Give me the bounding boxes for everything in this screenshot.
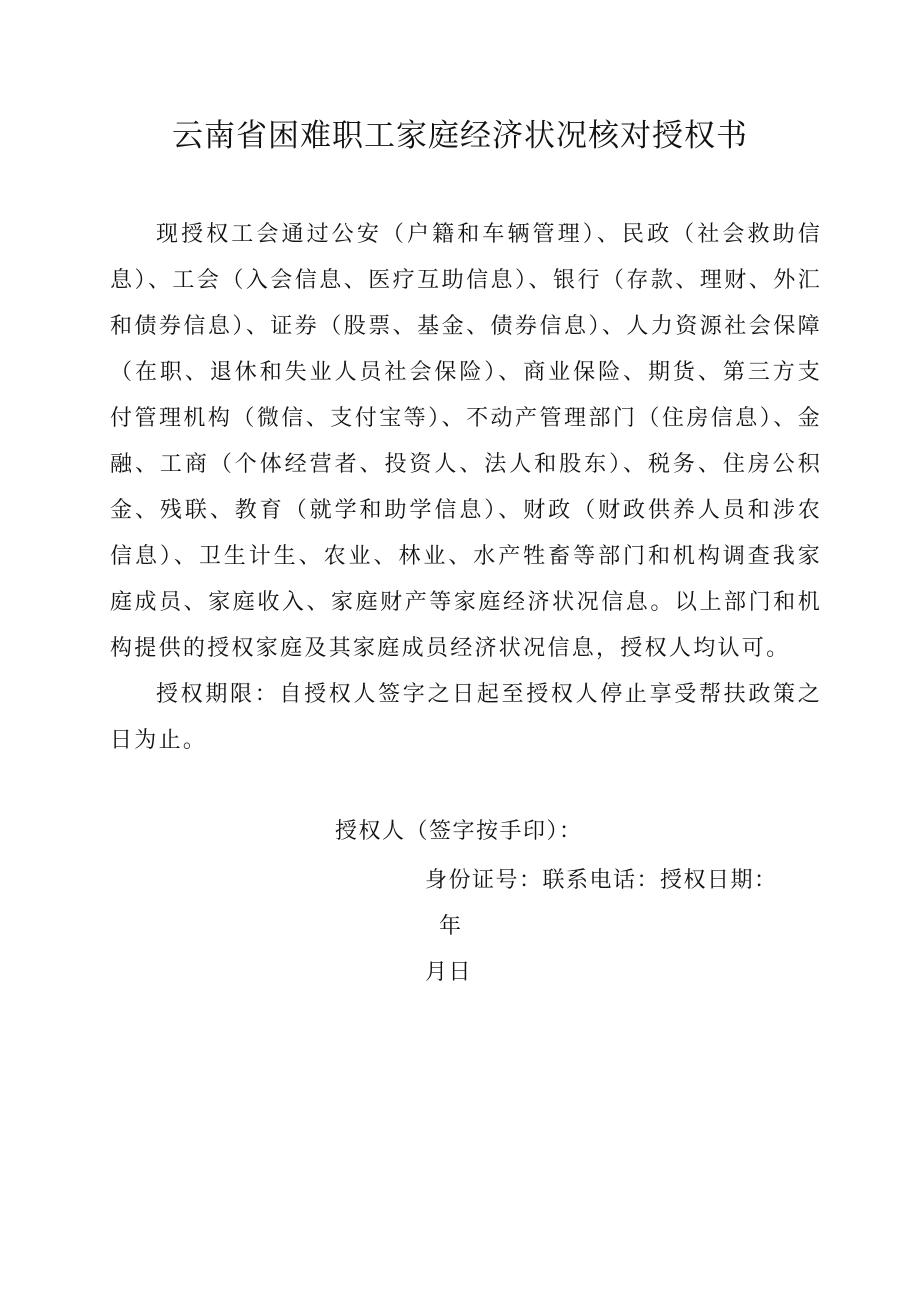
id-number-label: 身份证号： <box>425 868 543 893</box>
paragraph-authorization-scope: 现授权工会通过公安（户籍和车辆管理）、民政（社会救助信息）、工会（入会信息、医疗互助信息）、银行（存款、理财、外汇和债券信息）、证券（股票、基金、债券信息）、人力资源社会保障（在职、退休和失业人员社会保险）、商业保险、期货、第三方支付管理机构（微信、支付宝等）、不动产管理部门（住房信息）、金融、工商（个体经营者、投资人、法人和股东）、税务、住房公积金、残联、教育（就学和助学信息）、财政（财政供养人员和涉农信息）、卫生计生、农业、林业、水产牲畜等部门和机构调查我家庭成员、家庭收入、家庭财产等家庭经济状况信息。以上部门和机构提供的授权家庭及其家庭成员经济状况信息，授权人均认可。 <box>110 222 822 661</box>
signature-info <box>425 858 805 996</box>
phone-label: 联系电话： <box>542 868 661 893</box>
authorization-date-label: 授权日期： <box>660 868 778 893</box>
document-body <box>110 212 822 764</box>
day-label: 日 <box>448 960 473 985</box>
signer-label: 授权人（签字按手印）： <box>335 819 583 844</box>
month-label: 月 <box>425 960 449 985</box>
document-title: 云南省困难职工家庭经济状况核对授权书 <box>172 118 748 154</box>
paragraph-authorization-period: 授权期限：自授权人签字之日起至授权人停止享受帮扶政策之日为止。 <box>110 682 822 753</box>
year-label: 年 <box>439 914 463 939</box>
